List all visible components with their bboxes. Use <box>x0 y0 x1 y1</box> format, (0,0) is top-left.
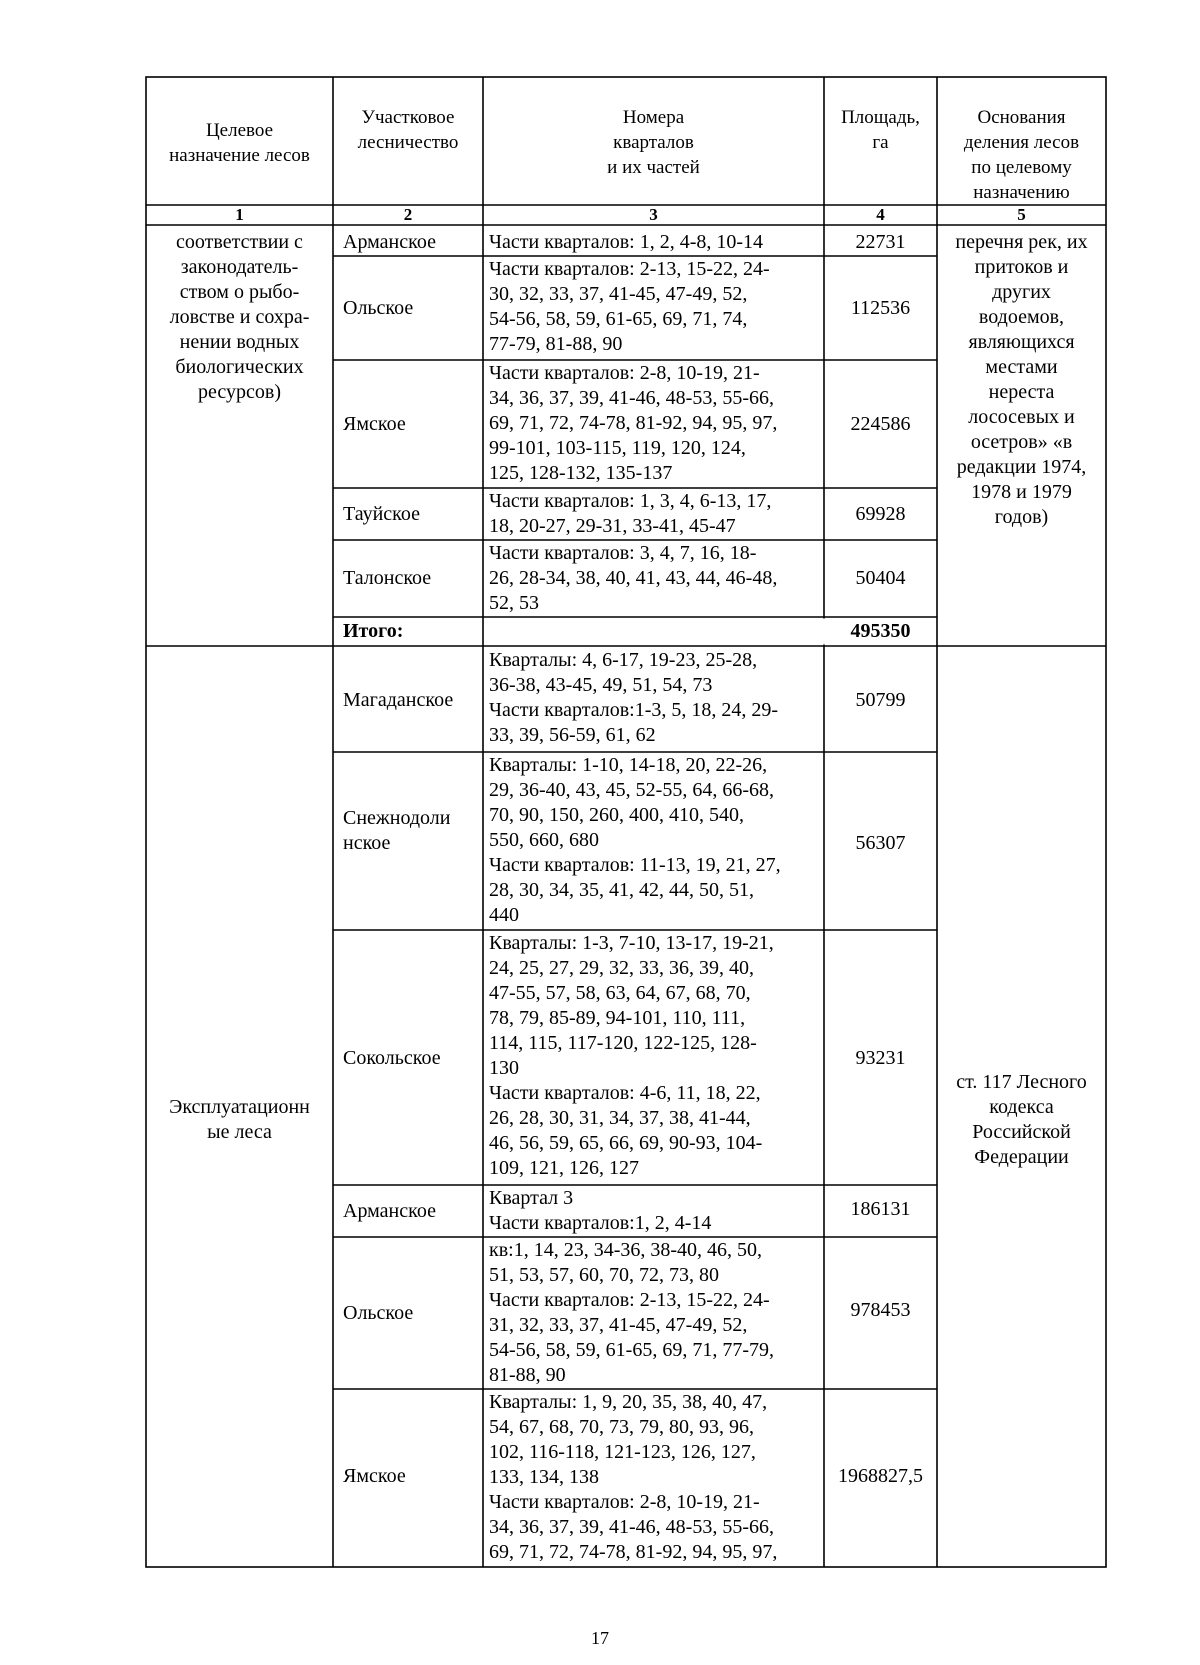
total-label: Итого: <box>343 620 404 642</box>
header-forestry: Участковое лесничество <box>357 107 459 153</box>
table-row-area: 50799 <box>855 689 906 711</box>
table-row-forestry: Магаданское <box>343 689 454 711</box>
table-row-forestry: Ямское <box>343 1465 406 1487</box>
table-row-quarters: Кварталы: 1-10, 14-18, 20, 22-26, 29, 36-40, 43, 45, 52-55, 64, 66-68, 70, 90, 150, 260, 400, 410, 540, 550, 660, 680 Части кварталов: 11-13, 19, 21, 27, 28, 30, 34, 35, 41, 42, 44, 50, 51, 440 <box>489 754 781 926</box>
table-row-area: 186131 <box>850 1198 911 1220</box>
column-number-3: 3 <box>649 205 658 224</box>
table-row-forestry: Сокольское <box>343 1047 441 1069</box>
header-basis: Основания деления лесов по целевому назначению <box>963 107 1080 203</box>
header-target-purpose: Целевое назначение лесов <box>169 120 310 166</box>
section2-purpose: Эксплуатационн ые леса <box>169 1096 310 1143</box>
table-row-quarters: Части кварталов: 1, 2, 4-8, 10-14 <box>489 231 764 253</box>
total-value: 495350 <box>850 620 911 642</box>
table-row-area: 69928 <box>855 503 906 525</box>
section2-basis: ст. 117 Лесного кодекса Российской Федерации <box>956 1071 1087 1168</box>
column-number-4: 4 <box>876 205 885 224</box>
section1-purpose: соответствии с законодатель- ством о рыбо- ловстве и сохра- нении водных биологических ресурсов) <box>169 231 310 403</box>
table-row-quarters: кв:1, 14, 23, 34-36, 38-40, 46, 50, 51, 53, 57, 60, 70, 72, 73, 80 Части кварталов: 2-13, 15-22, 24- 31, 32, 33, 37, 41-45, 47-49, 52, 54-56, 58, 59, 61-65, 69, 71, 77-79, 81-88, 90 <box>489 1239 774 1386</box>
table-row-quarters: Части кварталов: 2-13, 15-22, 24- 30, 32, 33, 37, 41-45, 47-49, 52, 54-56, 58, 59, 61-65, 69, 71, 74, 77-79, 81-88, 90 <box>489 258 770 355</box>
table-row-area: 112536 <box>850 297 911 319</box>
table-row-forestry: Арманское <box>343 231 436 253</box>
table-row-quarters: Кварталы: 1-3, 7-10, 13-17, 19-21, 24, 25, 27, 29, 32, 33, 36, 39, 40, 47-55, 57, 58, 63, 64, 67, 68, 70, 78, 79, 85-89, 94-101, 110, 111, 114, 115, 117-120, 122-125, 128- 130 Части кварталов: 4-6, 11, 18, 22, 26, 28, 30, 31, 34, 37, 38, 41-44, 46, 56, 59, 65, 66, 69, 90-93, 104- 109, 121, 126, 127 <box>489 932 774 1179</box>
table-row-forestry: Ямское <box>343 413 406 435</box>
table-row-quarters: Части кварталов: 3, 4, 7, 16, 18- 26, 28-34, 38, 40, 41, 43, 44, 46-48, 52, 53 <box>489 542 778 614</box>
table-row-forestry: Ольское <box>343 297 414 319</box>
column-number-2: 2 <box>403 205 413 224</box>
table-row-quarters: Части кварталов: 1, 3, 4, 6-13, 17, 18, 20-27, 29-31, 33-41, 45-47 <box>489 490 772 537</box>
table-row-quarters: Кварталы: 4, 6-17, 19-23, 25-28, 36-38, 43-45, 49, 51, 54, 73 Части кварталов:1-3, 5, 18, 24, 29- 33, 39, 56-59, 61, 62 <box>489 649 779 746</box>
table-row-area: 56307 <box>855 832 906 854</box>
table-row-forestry: Талонское <box>343 567 432 589</box>
header-area: Площадь, га <box>841 107 920 153</box>
table-row-area: 978453 <box>850 1299 911 1321</box>
table-row-area: 50404 <box>855 567 906 589</box>
table-row-forestry: Тауйское <box>343 503 420 525</box>
column-number-5: 5 <box>1017 205 1026 224</box>
table-row-forestry: Снежнодоли нское <box>343 807 451 854</box>
table-row-forestry: Ольское <box>343 1302 414 1324</box>
table-row-area: 224586 <box>850 413 911 435</box>
column-number-1: 1 <box>235 205 244 224</box>
table-row-area: 1968827,5 <box>838 1465 923 1487</box>
header-quarters: Номера кварталов и их частей <box>607 107 700 178</box>
table-row-quarters: Кварталы: 1, 9, 20, 35, 38, 40, 47, 54, 67, 68, 70, 73, 79, 80, 93, 96, 102, 116-118, 121-123, 126, 127, 133, 134, 138 Части кварталов: 2-8, 10-19, 21- 34, 36, 37, 39, 41-46, 48-53, 55-66, 69, 71, 72, 74-78, 81-92, 94, 95, 97, <box>489 1391 778 1563</box>
section1-basis: перечня рек, их притоков и других водоемов, являющихся местами нереста лососевых и осетров» «в редакции 1974, 1978 и 1979 годов) <box>955 231 1088 528</box>
table-row-quarters: Квартал 3 Части кварталов:1, 2, 4-14 <box>489 1187 712 1234</box>
table-row-quarters: Части кварталов: 2-8, 10-19, 21- 34, 36, 37, 39, 41-46, 48-53, 55-66, 69, 71, 72, 74-78, 81-92, 94, 95, 97, 99-101, 103-115, 119, 120, 124, 125, 128-132, 135-137 <box>489 362 778 484</box>
table-row-area: 93231 <box>855 1047 906 1069</box>
table-row-forestry: Арманское <box>343 1200 436 1222</box>
table-row-area: 22731 <box>855 231 906 253</box>
page-number: 17 <box>591 1628 609 1648</box>
